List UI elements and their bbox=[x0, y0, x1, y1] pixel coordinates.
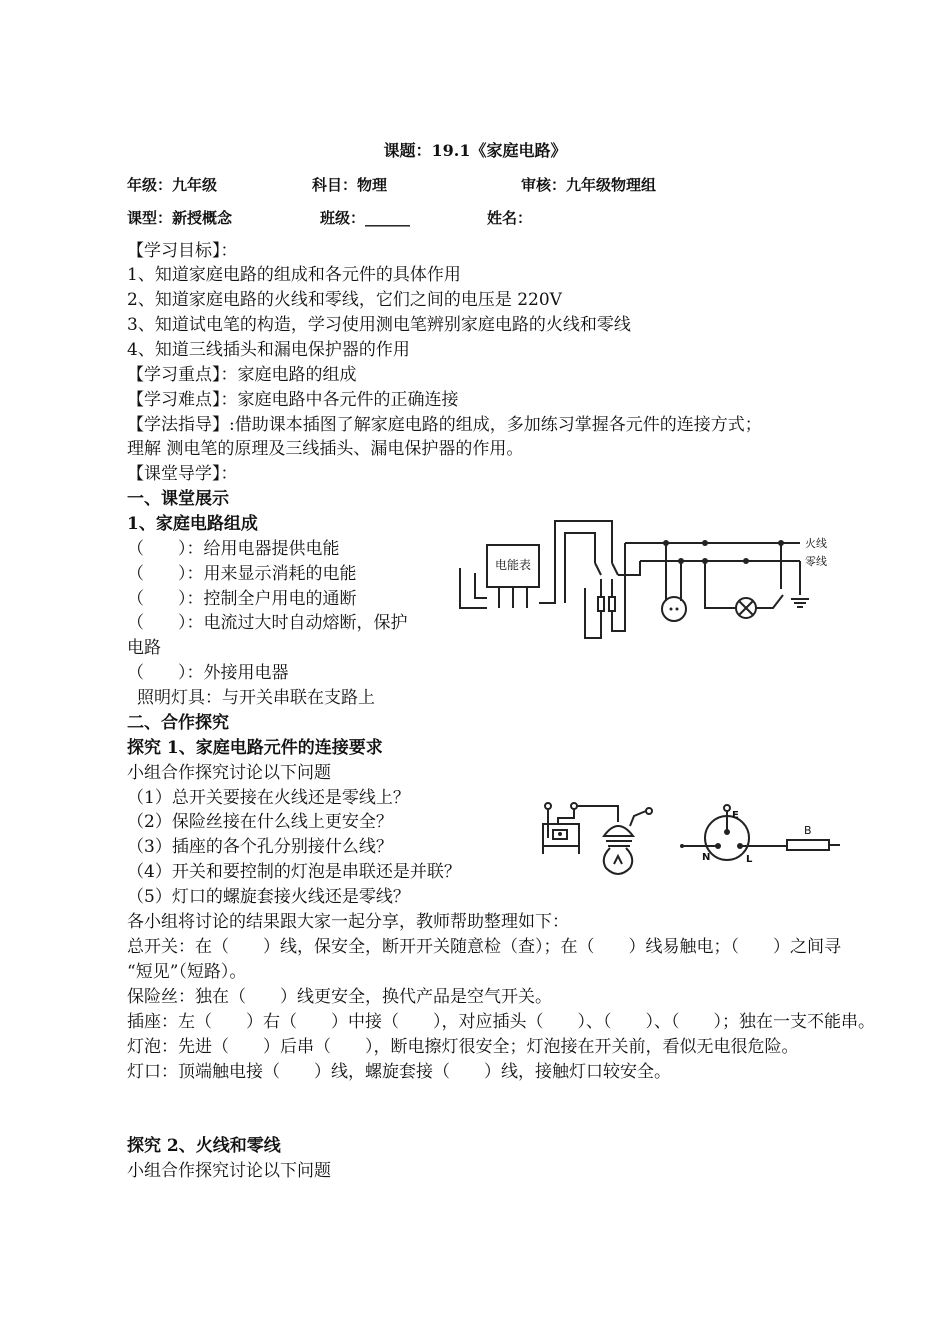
summary-line: “短见”（短路）。 bbox=[127, 962, 247, 982]
goal-item: 1、知道家庭电路的组成和各元件的具体作用 bbox=[127, 265, 461, 285]
subject-field: 科目：物理 bbox=[312, 176, 388, 194]
section1-subheading: 1、家庭电路组成 bbox=[127, 514, 258, 534]
goal-item: 2、知道家庭电路的火线和零线，它们之间的电压是 220V bbox=[127, 290, 562, 310]
key-point: 【学习重点】：家庭电路的组成 bbox=[127, 365, 357, 385]
difficulty: 【学习难点】：家庭电路中各元件的正确连接 bbox=[127, 390, 459, 410]
goals-heading: 【学习目标】： bbox=[127, 241, 238, 261]
question-item: （2）保险丝接在什么线上更安全？ bbox=[127, 812, 393, 832]
inquiry2-intro: 小组合作探究讨论以下问题 bbox=[127, 1161, 331, 1181]
class-blank: ______ bbox=[365, 209, 411, 227]
question-item: （1）总开关要接在火线还是零线上？ bbox=[127, 788, 410, 808]
guide-heading: 【课堂导学】： bbox=[127, 464, 238, 484]
share-text: 各小组将讨论的结果跟大家一起分享，教师帮助整理如下： bbox=[127, 912, 569, 932]
component-item: （ ）：外接用电器 bbox=[127, 663, 289, 683]
review-field: 审核：九年级物理组 bbox=[521, 176, 657, 194]
section2-heading: 二、合作探究 bbox=[127, 713, 229, 733]
grade-field: 年级：九年级 bbox=[127, 176, 218, 194]
component-item: （ ）：电流过大时自动熔断，保护 bbox=[127, 613, 408, 633]
question-item: （5）灯口的螺旋套接火线还是零线？ bbox=[127, 887, 410, 907]
inquiry1-intro: 小组合作探究讨论以下问题 bbox=[127, 763, 331, 783]
method-line-2: 理解 测电笔的原理及三线插头、漏电保护器的作用。 bbox=[127, 439, 524, 459]
component-item: （ ）：用来显示消耗的电能 bbox=[127, 564, 357, 584]
household-circuit-diagram bbox=[455, 513, 840, 648]
component-item: 照明灯具：与开关串联在支路上 bbox=[137, 688, 375, 708]
component-item: （ ）：控制全户用电的通断 bbox=[127, 589, 357, 609]
summary-line: 总开关：在（ ）线，保安全，断开开关随意检（查）；在（ ）线易触电；（ ）之间寻 bbox=[127, 937, 841, 957]
page-title: 课题：19.1《家庭电路》 bbox=[383, 141, 567, 160]
question-item: （4）开关和要控制的灯泡是串联还是并联？ bbox=[127, 862, 461, 882]
summary-line: 灯泡：先进（ ）后串（ ），断电擦灯很安全；灯泡接在开关前，看似无电很危险。 bbox=[127, 1037, 799, 1057]
goal-item: 4、知道三线插头和漏电保护器的作用 bbox=[127, 340, 410, 360]
live-wire-label: 火线 bbox=[805, 537, 827, 550]
component-item: （ ）：给用电器提供电能 bbox=[127, 539, 340, 559]
section1-heading: 一、课堂展示 bbox=[127, 489, 229, 509]
lesson-type-field: 课型：新授概念 bbox=[127, 209, 233, 227]
component-item: 电路 bbox=[127, 638, 161, 658]
switch-lamp-diagram bbox=[538, 796, 663, 881]
question-item: （3）插座的各个孔分别接什么线？ bbox=[127, 837, 393, 857]
three-prong-plug-diagram bbox=[672, 800, 842, 870]
neutral-pin-label: N bbox=[702, 852, 711, 863]
meter-label: 电能表 bbox=[494, 558, 532, 572]
summary-line: 插座：左（ ）右（ ）中接（ ），对应插头（ ）、（ ）、（ ）；独在一支不能串。 bbox=[127, 1012, 875, 1032]
neutral-wire-label: 零线 bbox=[805, 555, 827, 568]
plug-b-label: B bbox=[804, 824, 812, 837]
earth-pin-label: E bbox=[732, 810, 739, 821]
name-field: 姓名： bbox=[487, 209, 533, 227]
class-label: 班级： bbox=[320, 209, 366, 227]
class-field bbox=[320, 208, 410, 228]
inquiry2-title: 探究 2、火线和零线 bbox=[127, 1136, 281, 1156]
summary-line: 灯口：顶端触电接（ ）线，螺旋套接（ ）线，接触灯口较安全。 bbox=[127, 1062, 671, 1082]
method-line-1: 【学法指导】:借助课本插图了解家庭电路的组成，多加练习掌握各元件的连接方式； bbox=[127, 415, 762, 435]
summary-line: 保险丝：独在（ ）线更安全，换代产品是空气开关。 bbox=[127, 987, 552, 1007]
goal-item: 3、知道试电笔的构造，学习使用测电笔辨别家庭电路的火线和零线 bbox=[127, 315, 631, 335]
live-pin-label: L bbox=[746, 854, 753, 865]
inquiry1-title: 探究 1、家庭电路元件的连接要求 bbox=[127, 738, 383, 758]
